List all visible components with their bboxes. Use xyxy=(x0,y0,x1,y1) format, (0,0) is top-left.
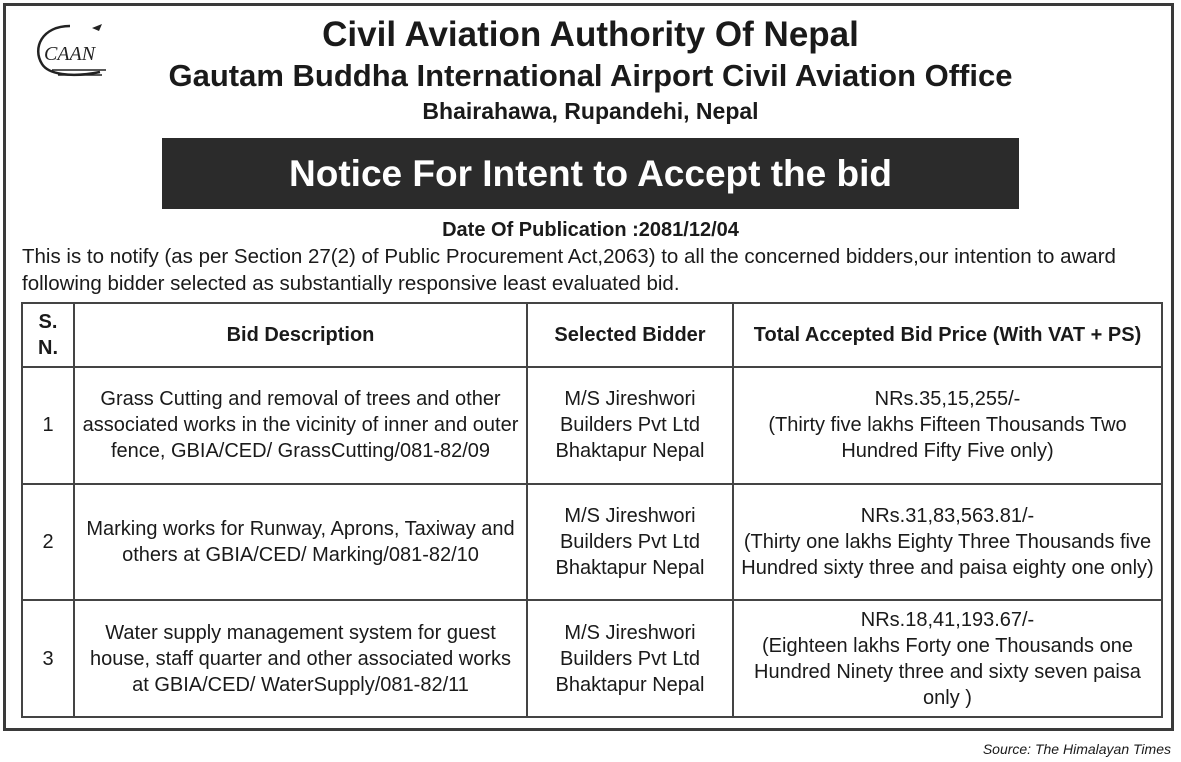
authority-title: Civil Aviation Authority Of Nepal xyxy=(322,15,859,54)
office-title: Gautam Buddha International Airport Civil Aviation Office xyxy=(168,58,1013,93)
row-description: Grass Cutting and removal of trees and other associated works in the vicinity of inner and outer fence, GBIA/CED/ GrassCutting/081-82/09 xyxy=(74,367,527,484)
source-credit: Source: The Himalayan Times xyxy=(982,741,1171,757)
row-description: Water supply management system for guest house, staff quarter and other associated works at GBIA/CED/ WaterSupply/081-82/11 xyxy=(74,600,527,717)
table-header-row xyxy=(22,303,1162,367)
row-sn: 3 xyxy=(22,600,74,717)
header-selected-bidder: Selected Bidder xyxy=(527,303,733,367)
row-sn: 2 xyxy=(22,484,74,601)
row-bidder: M/S Jireshwori Builders Pvt Ltd Bhaktapur Nepal xyxy=(527,484,733,601)
row-price xyxy=(733,600,1162,717)
bid-table xyxy=(21,302,1163,718)
header-total-price: Total Accepted Bid Price (With VAT + PS) xyxy=(733,303,1162,367)
price-in-words: (Thirty five lakhs Fifteen Thousands Two Hundred Fifty Five only) xyxy=(768,414,1127,463)
row-sn: 1 xyxy=(22,367,74,484)
row-bidder: M/S Jireshwori Builders Pvt Ltd Bhaktapur Nepal xyxy=(527,367,733,484)
row-price xyxy=(733,484,1162,601)
table-row xyxy=(22,367,1162,484)
row-bidder: M/S Jireshwori Builders Pvt Ltd Bhaktapur Nepal xyxy=(527,600,733,717)
header-sn: S. N. xyxy=(22,303,74,367)
publication-date: Date Of Publication :2081/12/04 xyxy=(442,219,739,241)
row-price xyxy=(733,367,1162,484)
table-row xyxy=(22,600,1162,717)
table-row xyxy=(22,484,1162,601)
price-amount: NRs.31,83,563.81/- xyxy=(860,504,1035,527)
notice-title-banner: Notice For Intent to Accept the bid xyxy=(162,138,1019,209)
price-amount: NRs.18,41,193.67/- xyxy=(860,608,1035,631)
header-bid-description: Bid Description xyxy=(74,303,527,367)
price-in-words: (Thirty one lakhs Eighty Three Thousands five Hundred sixty three and paisa eighty one only) xyxy=(741,530,1154,579)
row-description: Marking works for Runway, Aprons, Taxiway and others at GBIA/CED/ Marking/081-82/10 xyxy=(74,484,527,601)
svg-text:CAAN: CAAN xyxy=(44,43,96,65)
office-location: Bhairahawa, Rupandehi, Nepal xyxy=(422,98,759,124)
price-in-words: (Eighteen lakhs Forty one Thousands one Hundred Ninety three and sixty seven paisa only ) xyxy=(754,634,1141,709)
notice-intro: This is to notify (as per Section 27(2) of Public Procurement Act,2063) to all the concerned bidders,our intention to award following bidder selected as substantially responsive least evaluated bid. xyxy=(22,245,1116,295)
price-amount: NRs.35,15,255/- xyxy=(874,388,1021,411)
